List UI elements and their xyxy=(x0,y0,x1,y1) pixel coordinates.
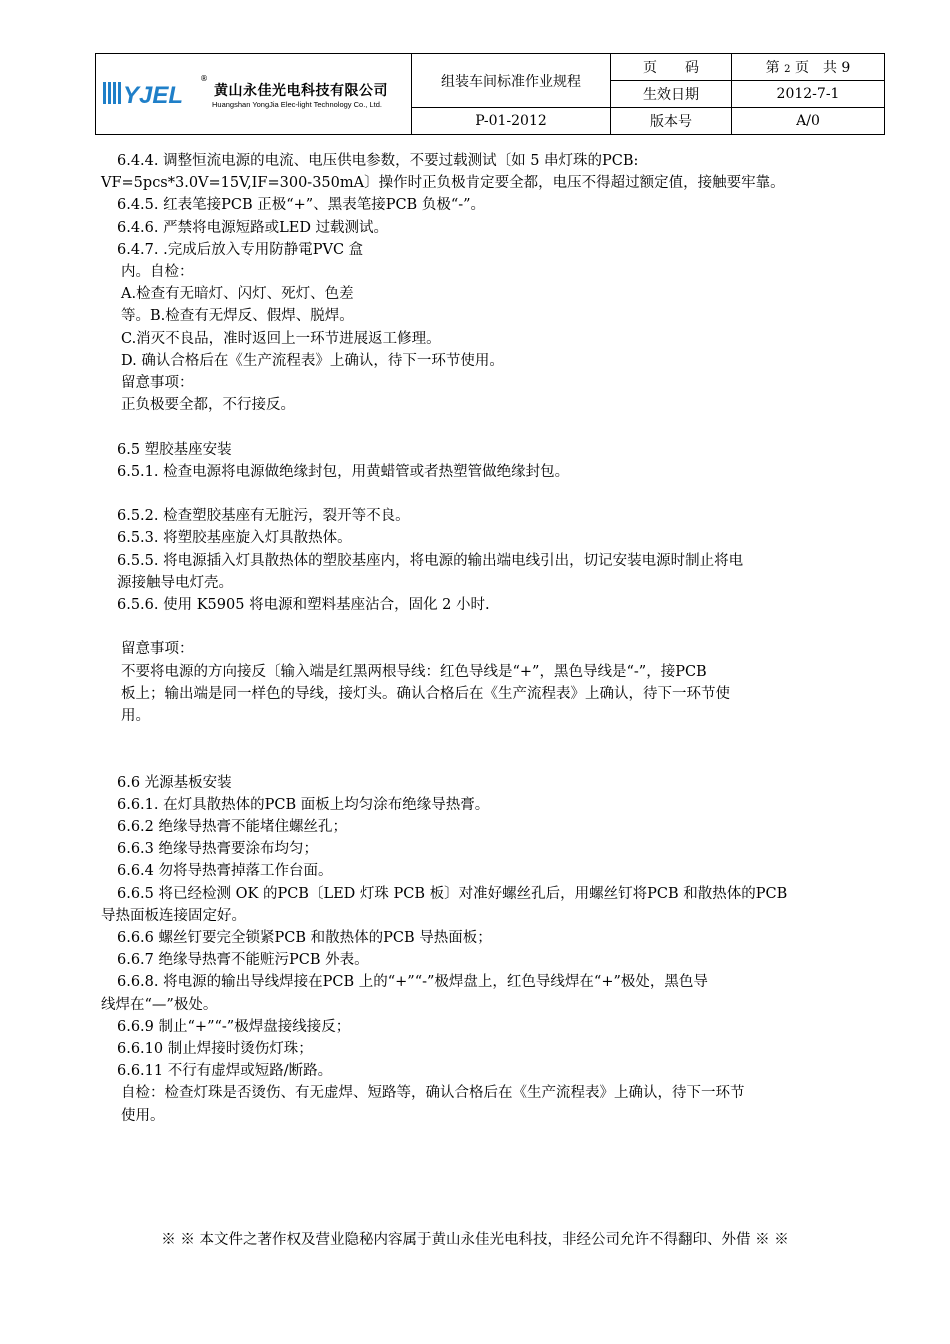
body-line: 导热面板连接固定好。 xyxy=(101,907,246,924)
body-line: 6.6.8. 将电源的输出导线焊接在PCB 上的“+”“-”极焊盘上，红色导线焊在“+”极处，黑色导 xyxy=(117,974,708,991)
company-logo xyxy=(102,74,402,114)
body-line: 6.6.5 将已经检测 OK 的PCB〔LED 灯珠 PCB 板〕对准好螺丝孔后，用螺丝钉将PCB 和散热体的PCB xyxy=(117,885,788,902)
page-current: 2 xyxy=(784,64,791,75)
body-line: C.消灭不良品，准时返回上一环节进展返工修理。 xyxy=(121,330,441,347)
body-line: 用。 xyxy=(121,708,150,725)
body-line: 6.5.2. 检查塑胶基座有无脏污，裂开等不良。 xyxy=(117,508,410,525)
body-line: A.检查有无暗灯、闪灯、死灯、色差 xyxy=(121,286,354,303)
body-line: 6.5 塑胶基座安装 xyxy=(117,441,232,458)
body-line: 6.4.6. 严禁将电源短路或LED 过载测试。 xyxy=(117,219,389,236)
blank-line xyxy=(101,416,891,438)
body-line: 6.4.5. 红表笔接PCB 正极“+”、黑表笔接PCB 负极“-”。 xyxy=(117,197,486,214)
body-line: 6.6 光源基板安装 xyxy=(117,774,232,791)
body-line: 6.6.9 制止“+”“-”极焊盘接线接反； xyxy=(117,1018,351,1035)
document-body xyxy=(101,150,891,1127)
effective-date-value: 2012-7-1 xyxy=(732,81,885,108)
document-title: 组装车间标准作业规程 xyxy=(412,54,611,108)
body-line: 自检：检查灯珠是否烫伤、有无虚焊、短路等，确认合格后在《生产流程表》上确认，待下一环节 xyxy=(121,1085,745,1102)
body-line: 使用。 xyxy=(121,1107,165,1124)
body-line: 6.6.7 绝缘导热膏不能赃污PCB 外表。 xyxy=(117,952,369,969)
version-value: A/0 xyxy=(732,108,885,135)
body-line: 6.5.5. 将电源插入灯具散热体的塑胶基座内，将电源的输出端电线引出，切记安装电源时制止将电 xyxy=(117,552,744,569)
body-line: 6.6.4 勿将导热膏掉落工作台面。 xyxy=(117,863,333,880)
body-line: 6.6.3 绝缘导热膏要涂布均匀； xyxy=(117,841,319,858)
blank-line xyxy=(101,616,891,638)
svg-text:YJEL: YJEL xyxy=(123,82,184,109)
body-line: 6.5.3. 将塑胶基座旋入灯具散热体。 xyxy=(117,530,352,547)
body-line: 正负极要全都，不行接反。 xyxy=(121,397,295,414)
body-line: 6.6.10 制止焊接时烫伤灯珠； xyxy=(117,1041,313,1058)
effective-date-label: 生效日期 xyxy=(611,81,732,108)
blank-line xyxy=(101,727,891,749)
body-line: 留意事项： xyxy=(121,641,194,658)
company-logo-cell xyxy=(96,54,412,135)
body-line: 6.6.11 不行有虚焊或短路/断路。 xyxy=(117,1063,333,1080)
version-label: 版本号 xyxy=(611,108,732,135)
company-name-en: Huangshan YongJia Elec-light Technology Co., Ltd. xyxy=(212,100,382,109)
body-line: 6.4.4. 调整恒流电源的电流、电压供电参数，不要过载测试〔如 5 串灯珠的PCB: xyxy=(117,153,639,169)
body-line: 等。B.检查有无焊反、假焊、脱焊。 xyxy=(121,308,354,325)
body-line: 留意事项： xyxy=(121,375,194,392)
body-line: 6.4.7. .完成后放入专用防静電PVC 盒 xyxy=(117,241,364,258)
blank-line xyxy=(101,749,891,771)
yjel-logo-icon xyxy=(102,74,198,110)
body-line: 源接触导电灯壳。 xyxy=(117,574,233,591)
body-line: 不要将电源的方向接反〔输入端是红黑两根导线：红色导线是“+”，黑色导线是“-”，接PCB xyxy=(121,663,707,680)
body-line: 6.6.6 螺丝钉要完全锁紧PCB 和散热体的PCB 导热面板； xyxy=(117,930,492,947)
company-name-cn: 黄山永佳光电科技有限公司 xyxy=(214,83,388,99)
page-total: 9 xyxy=(841,60,851,76)
page-label: 页 码 xyxy=(611,54,732,81)
page-value: 第 2 页 共 9 xyxy=(732,54,885,81)
registered-mark: ® xyxy=(200,74,208,83)
blank-line xyxy=(101,483,891,505)
document-header-table xyxy=(95,53,885,135)
body-line: 6.6.1. 在灯具散热体的PCB 面板上均匀涂布绝缘导热膏。 xyxy=(117,796,490,813)
body-line: 内。自检： xyxy=(121,264,194,281)
body-line: 6.5.1. 检查电源将电源做绝缘封包，用黄蜡管或者热塑管做绝缘封包。 xyxy=(117,463,570,480)
body-line: D. 确认合格后在《生产流程表》上确认，待下一环节使用。 xyxy=(121,352,504,369)
body-line: VF=5pcs*3.0V=15V,IF=300-350mA〕操作时正负极肯定要全都，电压不得超过额定值，接触要牢靠。 xyxy=(101,175,785,192)
body-line: 6.6.2 绝缘导热膏不能堵住螺丝孔； xyxy=(117,819,348,836)
body-line: 6.5.6. 使用 K5905 将电源和塑料基座沾合，固化 2 小时. xyxy=(117,597,490,614)
body-line: 板上；输出端是同一样色的导线，接灯头。确认合格后在《生产流程表》上确认，待下一环节使 xyxy=(121,685,730,702)
document-number: P-01-2012 xyxy=(412,108,611,135)
confidentiality-footer: ※ ※ 本文件之著作权及营业隐秘内容属于黄山永佳光电科技，非经公司允许不得翻印、外借 ※ ※ xyxy=(161,1232,789,1248)
body-line: 线焊在“—”极处。 xyxy=(101,996,218,1013)
